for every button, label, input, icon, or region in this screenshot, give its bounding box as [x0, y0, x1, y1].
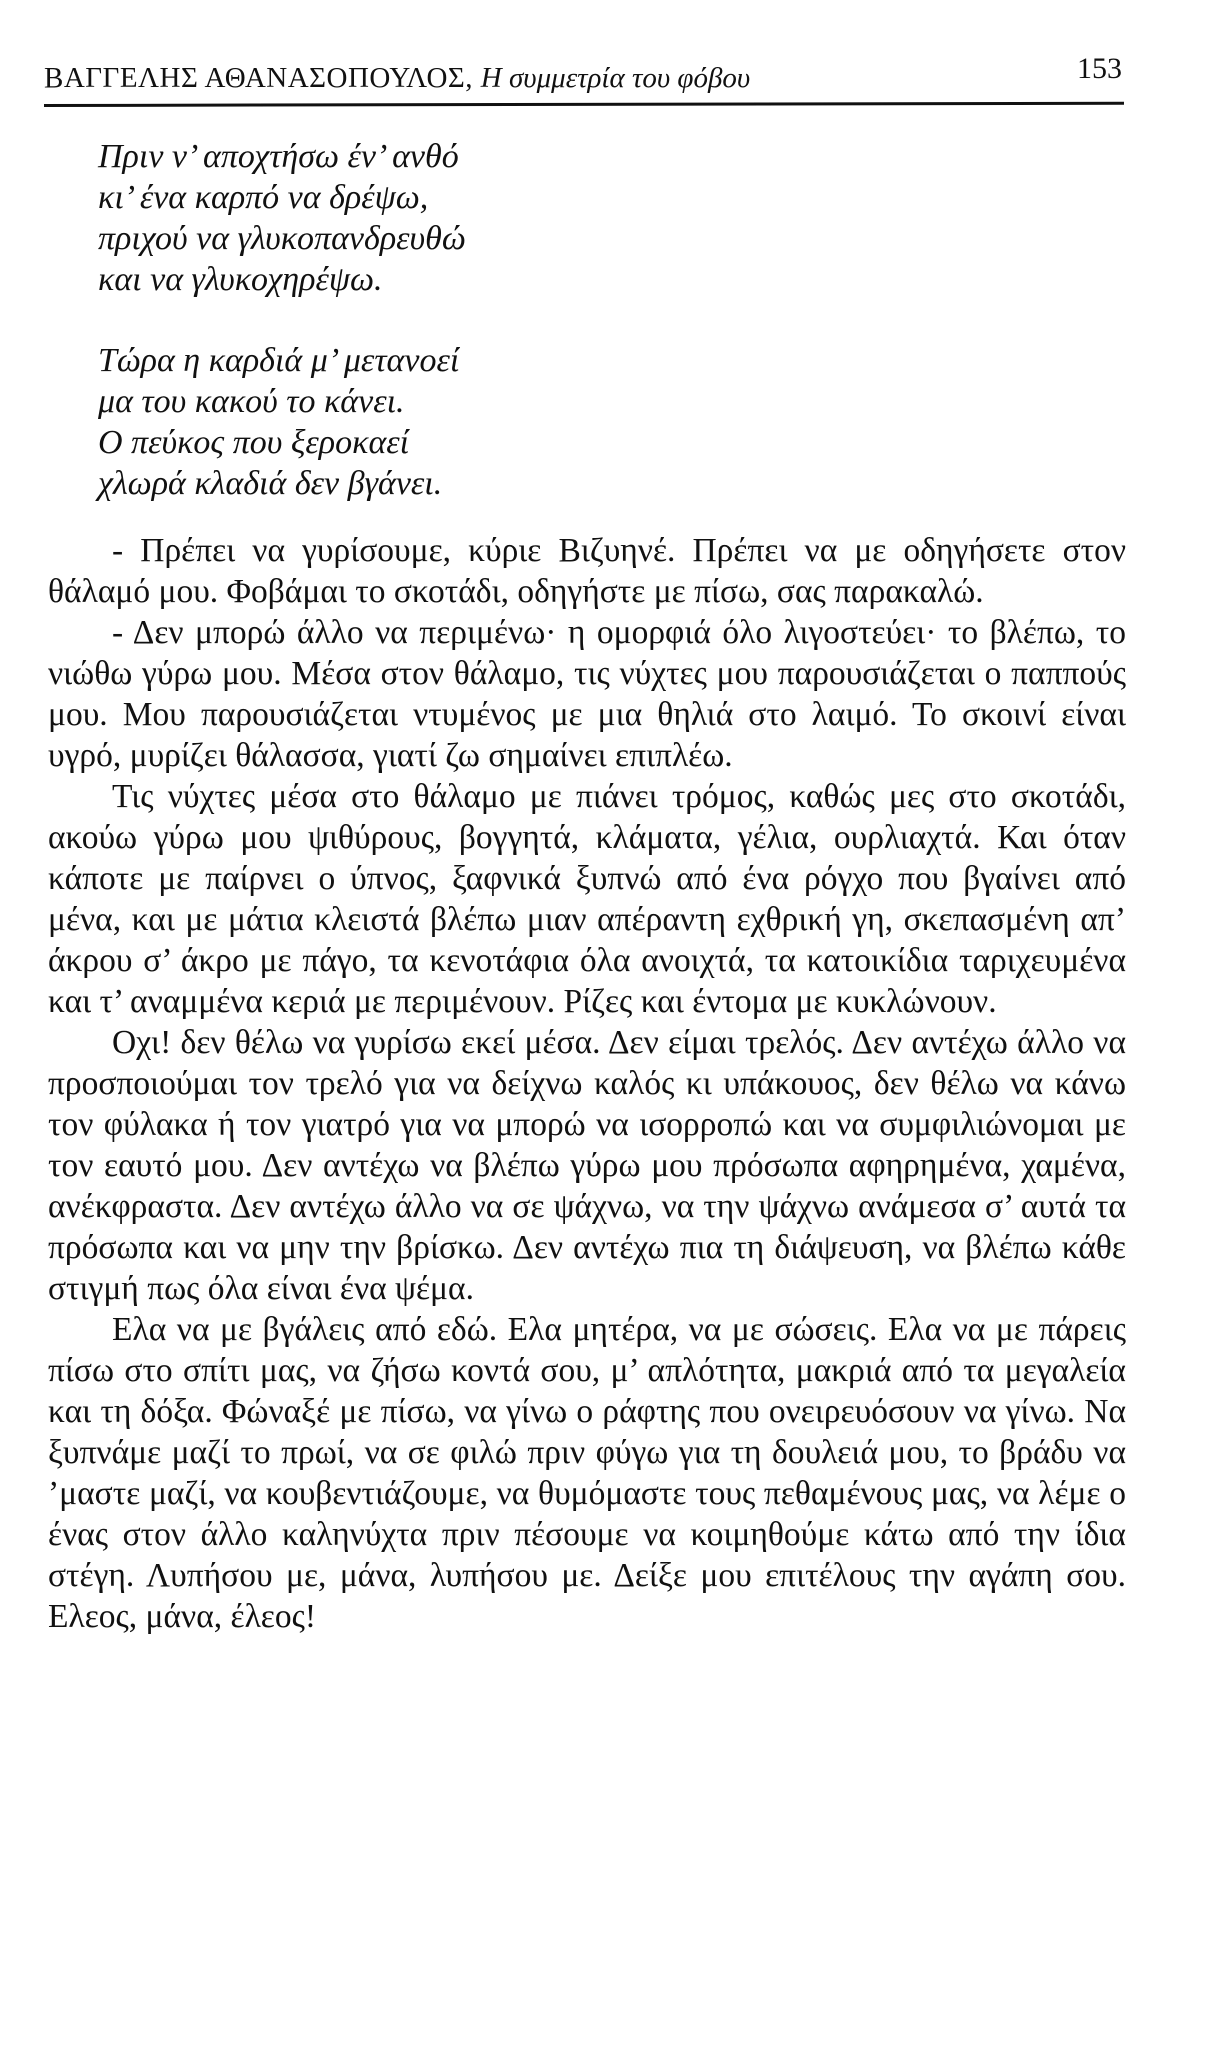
header-book-title: Η συμμετρία του φόβου: [480, 62, 751, 94]
verse-line: Ο πεύκος που ξεροκαεί: [98, 424, 410, 461]
dialogue-paragraph: - Δεν μπορώ άλλο να περιμένω· η ομορφιά όλο λιγοστεύει· το βλέπω, το νιώθω γύρω μου. Μέσα στον θάλαμο, τις νύχτες μου παρουσιάζεται ο παππούς μου. Μου παρουσιάζεται ντυμένος με μια θηλιά στο λαιμό. Το σκοινί είναι υγρό, μυρίζει θάλασσα, γιατί ζω σημαίνει επιπλέω.: [48, 614, 1126, 774]
dialogue-paragraph: - Πρέπει να γυρίσουμε, κύριε Βιζυηνέ. Πρέπει να με οδηγήσετε στον θάλαμό μου. Φοβάμαι το σκοτάδι, οδηγήστε με πίσω, σας παρακαλώ.: [48, 532, 1126, 610]
verse-line: μα του κακού το κάνει.: [98, 383, 405, 420]
verse-line: κι’ ένα καρπό να δρέψω,: [98, 179, 429, 216]
header-author: ΒΑΓΓΕΛΗΣ ΑΘΑΝΑΣΟΠΟΥΛΟΣ,: [44, 62, 474, 94]
verse-stanza-1: [98, 136, 466, 300]
running-header: [44, 52, 1124, 102]
verse-line: και να γλυκοχηρέψω.: [98, 261, 383, 298]
body-paragraph: Τις νύχτες μέσα στο θάλαμο με πιάνει τρόμος, καθώς μες στο σκοτάδι, ακούω γύρω μου ψιθύρους, βογγητά, κλάματα, γέλια, ουρλιαχτά. Και όταν κάποτε με παίρνει ο ύπνος, ξαφνικά ξυπνώ από ένα ρόγχο που βγαίνει από μένα, και με μάτια κλειστά βλέπω μιαν απέραντη εχθρική γη, σκεπασμένη απ’ άκρου σ’ άκρο με πάγο, τα κενοτάφια όλα ανοιχτά, τα κατοικίδια ταριχευμένα και τ’ αναμμένα κεριά με περιμένουν. Ρίζες και έντομα με κυκλώνουν.: [48, 778, 1126, 1020]
page-number: 153: [1077, 52, 1122, 85]
verse-line: Πριν ν’ αποχτήσω έν’ ανθό: [98, 138, 459, 175]
header-rule: [44, 102, 1124, 107]
verse-stanza-2: [98, 340, 459, 504]
verse-line: Τώρα η καρδιά μ’ μετανοεί: [98, 342, 460, 379]
prose-body: [48, 530, 1126, 1637]
body-paragraph: Ελα να με βγάλεις από εδώ. Ελα μητέρα, να με σώσεις. Ελα να με πάρεις πίσω στο σπίτι μας, να ζήσω κοντά σου, μ’ απλότητα, μακριά από τα μεγαλεία και τη δόξα. Φώναξέ με πίσω, να γίνω ο ράφτης που ονειρευόσουν να γίνω. Να ξυπνάμε μαζί το πρωί, να σε φιλώ πριν φύγω για τη δουλειά μου, το βράδυ να ’μαστε μαζί, να κουβεντιάζουμε, να θυμόμαστε τους πεθαμένους μας, να λέμε ο ένας στον άλλο καληνύχτα πριν πέσουμε να κοιμηθούμε κάτω από την ίδια στέγη. Λυπήσου με, μάνα, λυπήσου με. Δείξε μου επιτέλους την αγάπη σου. Ελεος, μάνα, έλεος!: [48, 1311, 1126, 1635]
body-paragraph: Οχι! δεν θέλω να γυρίσω εκεί μέσα. Δεν είμαι τρελός. Δεν αντέχω άλλο να προσποιούμαι τον τρελό για να δείχνω καλός κι υπάκουος, δεν θέλω να κάνω τον φύλακα ή τον γιατρό για να μπορώ να ισορροπώ και να συμφιλιώνομαι με τον εαυτό μου. Δεν αντέχω να βλέπω γύρω μου πρόσωπα αφηρημένα, χαμένα, ανέκφραστα. Δεν αντέχω άλλο να σε ψάχνω, να την ψάχνω ανάμεσα σ’ αυτά τα πρόσωπα και να μην την βρίσκω. Δεν αντέχω πια τη διάψευση, να βλέπω κάθε στιγμή πως όλα είναι ένα ψέμα.: [48, 1024, 1126, 1307]
verse-line: πριχού να γλυκοπανδρευθώ: [98, 220, 466, 257]
header-author-and-title: [44, 62, 750, 95]
verse-line: χλωρά κλαδιά δεν βγάνει.: [98, 465, 443, 502]
